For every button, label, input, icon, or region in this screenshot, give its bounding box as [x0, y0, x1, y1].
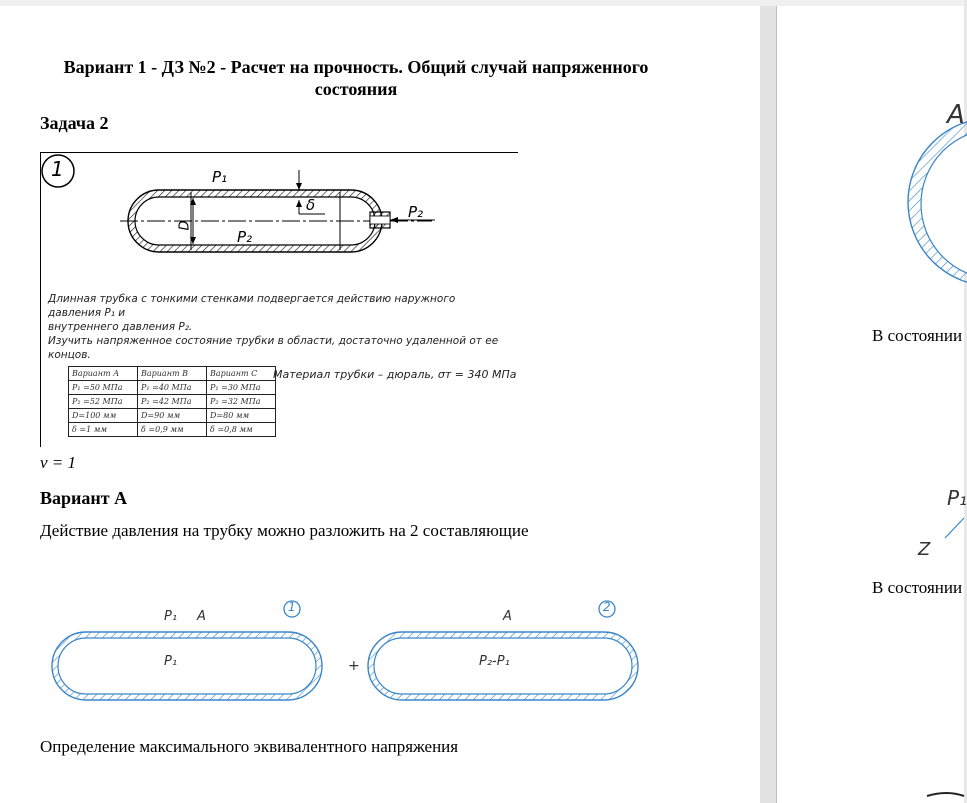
- problem-text: [48, 292, 510, 362]
- decomposition-figure: [40, 598, 660, 708]
- variants-table: [68, 366, 276, 437]
- component-2-inner: P₂-P₁: [479, 654, 510, 669]
- component-2-top-a: A: [503, 609, 512, 624]
- table-header: Вариант С: [207, 367, 276, 381]
- table-cell: δ =0,8 мм: [207, 423, 276, 437]
- component-1-inner: P₁: [164, 654, 178, 669]
- component-1-number: 1: [288, 600, 296, 614]
- label-p2-inner: P₂: [237, 228, 253, 246]
- label-p1: P₁: [212, 168, 228, 186]
- label-d: D: [177, 220, 193, 231]
- table-cell: δ =0,9 мм: [138, 423, 207, 437]
- figure-number: 1: [51, 157, 64, 181]
- problem-text-line: Длинная трубка с тонкими стенками подвергается действию наружного давления P₁ и: [48, 293, 456, 319]
- label-p2: P₂: [408, 203, 424, 221]
- table-cell: P₂ =32 МПа: [207, 395, 276, 409]
- table-row: [69, 381, 276, 395]
- problem-text-line: Изучить напряженное состояние трубки в области, достаточно удаленной от ее концов.: [48, 335, 499, 361]
- table-row: [69, 409, 276, 423]
- table-cell: P₁ =50 МПа: [69, 381, 138, 395]
- label-a: A: [947, 100, 965, 130]
- component-1-top-p: P₁: [164, 609, 178, 624]
- plus-sign: +: [348, 658, 360, 674]
- table-cell: D=80 мм: [207, 409, 276, 423]
- table-cell: P₁ =40 МПа: [138, 381, 207, 395]
- material-text: Материал трубки – дюраль, σт = 340 МПа: [273, 368, 517, 381]
- table-row: [69, 395, 276, 409]
- table-cell: δ =1 мм: [69, 423, 138, 437]
- page-title: Вариант 1 - ДЗ №2 - Расчет на прочность. Общий случай напряженного состояния: [63, 57, 649, 99]
- next-page-figures: [777, 6, 964, 803]
- problem-image: [40, 152, 518, 447]
- label-z: Z: [918, 539, 931, 560]
- task-heading: Задача 2: [40, 113, 109, 133]
- table-row: [69, 423, 276, 437]
- table-cell: D=100 мм: [69, 409, 138, 423]
- component-2-number: 2: [603, 600, 611, 614]
- problem-text-line: внутреннего давления P₂.: [48, 321, 193, 333]
- document-page: [0, 6, 760, 803]
- table-cell: P₂ =52 МПа: [69, 395, 138, 409]
- variant-heading: Вариант А: [40, 488, 128, 508]
- table-header: Вариант А: [69, 367, 138, 381]
- section-heading: Определение максимального эквивалентного напряжения: [40, 737, 459, 756]
- table-cell: P₁ =30 МПа: [207, 381, 276, 395]
- page-gutter: [760, 6, 776, 803]
- label-delta: δ: [306, 196, 316, 214]
- table-header: Вариант В: [138, 367, 207, 381]
- label-p1-right: P₁: [947, 486, 967, 510]
- poisson-ratio: ν = 1: [40, 453, 77, 472]
- next-page-text-2: В состоянии: [872, 578, 963, 597]
- intro-paragraph: Действие давления на трубку можно разложить на 2 составляющие: [40, 521, 529, 540]
- component-1-top-a: A: [197, 609, 206, 624]
- table-cell: D=90 мм: [138, 409, 207, 423]
- next-page-text-1: В состоянии: [872, 326, 963, 345]
- next-page: [777, 6, 967, 803]
- table-cell: P₂ =42 МПа: [138, 395, 207, 409]
